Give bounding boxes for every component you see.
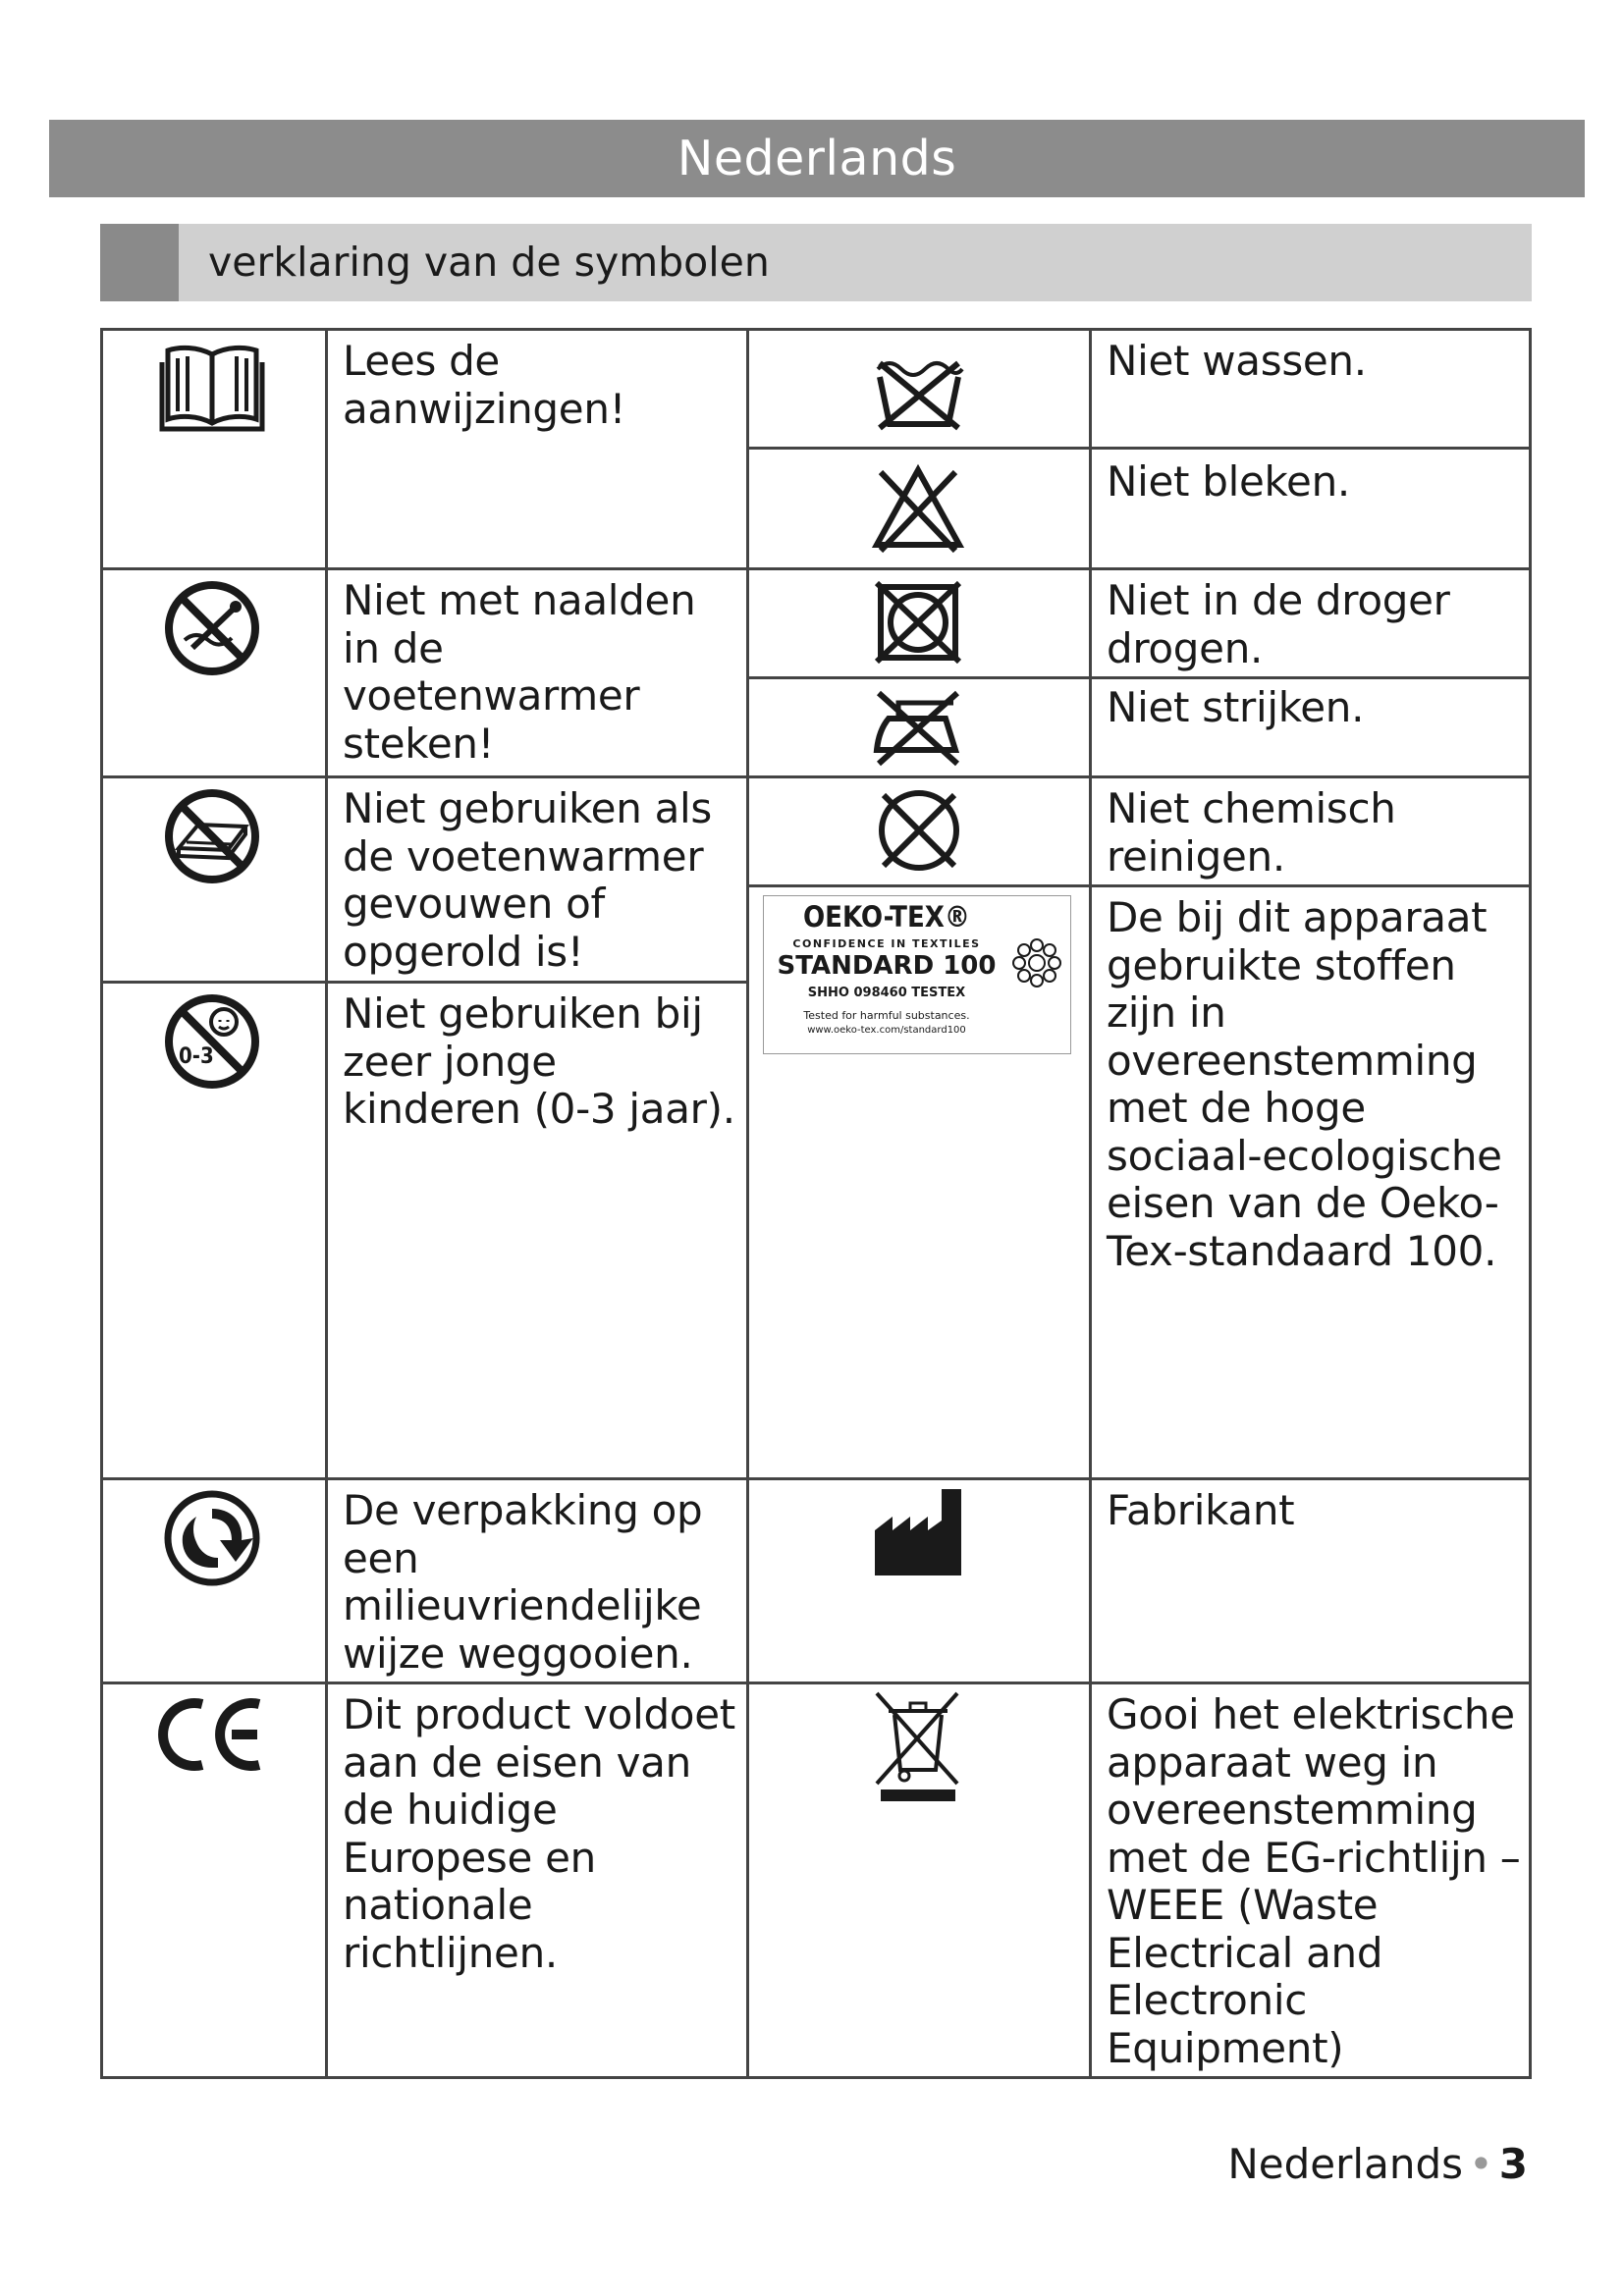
oeko-tex-brand: OEKO-TEX® [802, 900, 971, 934]
row-divider [100, 567, 748, 570]
page-number: 3 [1498, 2140, 1528, 2188]
oeko-tex-standard: STANDARD 100 [777, 951, 997, 981]
table-border-top [100, 328, 1532, 331]
no-bleach-icon [871, 462, 965, 557]
symbol-text-no-needles: Niet met naalden in de voetenwarmer steken! [343, 576, 696, 768]
section-accent [100, 224, 179, 301]
row-divider [746, 775, 1532, 778]
oeko-tex-certificate: SHHO 098460 TESTEX [807, 986, 966, 1000]
no-children-icon [163, 992, 261, 1091]
symbol-text-no-folded: Niet gebruiken als de voetenwarmer gevouwen of opgerold is! [343, 784, 712, 976]
table-border-right [1529, 328, 1532, 2079]
green-dot-icon [163, 1489, 261, 1587]
no-wash-icon [872, 355, 966, 432]
symbol-text-no-bleach: Niet bleken. [1107, 457, 1350, 506]
row-divider [746, 567, 1532, 570]
column-divider [746, 328, 749, 2079]
row-divider [746, 447, 1532, 450]
symbol-text-no-dryer: Niet in de droger drogen. [1107, 576, 1450, 672]
row-divider [746, 884, 1532, 887]
symbol-text-weee: Gooi het elektrische apparaat weg in overeenstemming met de EG-richtlijn – WEEE (Waste Electrical and Electronic Equipment) [1107, 1690, 1521, 2072]
no-tumble-dry-icon [871, 579, 965, 666]
symbol-text-ce: Dit product voldoet aan de eisen van de huidige Europese en nationale richtlijnen. [343, 1690, 735, 1977]
symbol-text-no-dryclean: Niet chemisch reinigen. [1107, 784, 1396, 881]
factory-icon [873, 1487, 963, 1577]
table-border-bottom [100, 2076, 1532, 2079]
no-needles-icon [163, 579, 261, 677]
no-iron-icon [869, 689, 967, 768]
row-divider [100, 775, 748, 778]
row-divider [746, 676, 1532, 679]
oeko-tex-url: www.oeko-tex.com/standard100 [807, 1025, 966, 1036]
symbol-text-no-wash: Niet wassen. [1107, 337, 1367, 385]
symbol-text-no-children: Niet gebruiken bij zeer jonge kinderen (0-3 jaar). [343, 989, 735, 1133]
table-border-left [100, 328, 103, 2079]
row-divider [746, 1477, 1532, 1480]
language-header: Nederlands [49, 120, 1585, 197]
symbol-text-packaging: De verpakking op een milieuvriendelijke wijze weggooien. [343, 1486, 703, 1678]
symbol-text-manual: Lees de aanwijzingen! [343, 337, 626, 433]
no-folded-icon [163, 787, 261, 885]
column-divider [1089, 328, 1092, 2079]
column-divider [325, 328, 328, 2079]
no-dry-clean-icon [872, 785, 966, 876]
oeko-tex-tested: Tested for harmful substances. [803, 1009, 970, 1022]
oeko-tex-label [763, 895, 1071, 1054]
section-header [100, 224, 1532, 301]
oeko-tex-flower-icon [1009, 935, 1064, 994]
row-divider [100, 1477, 748, 1480]
crossed-bin-icon [871, 1689, 965, 1805]
row-divider [100, 1682, 748, 1684]
row-divider [746, 1682, 1532, 1684]
ce-mark-icon [155, 1694, 267, 1775]
section-title: verklaring van de symbolen [208, 239, 770, 286]
symbol-text-oekotex: De bij dit apparaat gebruikte stoffen zijn in overeenstemming met de hoge sociaal-ecologische eisen van de Oeko-Tex-standaard 100. [1107, 893, 1502, 1275]
oeko-tex-confidence: CONFIDENCE IN TEXTILES [792, 937, 981, 950]
footer-separator: • [1468, 2140, 1493, 2188]
symbol-text-manufacturer: Fabrikant [1107, 1486, 1295, 1534]
open-book-icon [158, 343, 266, 436]
symbol-text-no-iron: Niet strijken. [1107, 683, 1365, 731]
symbols-table [100, 328, 1532, 2079]
page-footer [1227, 2140, 1528, 2188]
row-divider [100, 981, 748, 984]
svg-text:0-3: 0-3 [179, 1044, 214, 1069]
footer-language: Nederlands [1227, 2140, 1463, 2188]
